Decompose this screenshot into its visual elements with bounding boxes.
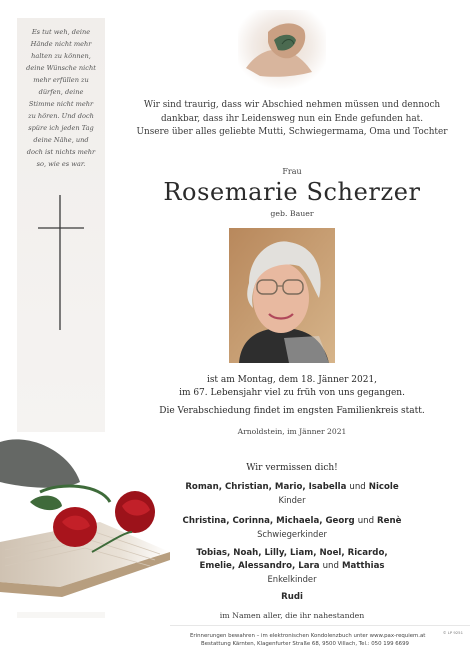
poem-line: deine Wünsche nicht: [26, 64, 96, 72]
in-law-label: Schwiegerkinder: [257, 529, 327, 539]
poem-line: spüre ich jeden Tag: [28, 124, 94, 132]
grandchildren-list: Emelie, Alessandro, Lara: [199, 561, 320, 571]
und-word: und: [349, 482, 366, 492]
rudi-name: Rudi: [281, 592, 303, 602]
maiden-name: geb. Bauer: [270, 209, 314, 218]
farewell-text: Die Verabschiedung findet im engsten Familienkreis statt.: [159, 406, 425, 416]
poem-line: Stimme nicht mehr: [28, 100, 94, 108]
poem-line: doch ist nichts mehr: [26, 148, 96, 156]
in-law-list: Christina, Corinna, Michaela, Georg: [182, 516, 355, 526]
hands-image: [238, 10, 326, 90]
poem-line: dürfen, deine: [38, 88, 84, 96]
poem: [18, 26, 104, 170]
behalf-text: im Namen aller, die ihr nahestanden: [219, 611, 365, 620]
deceased-name: Rosemarie Scherzer: [163, 178, 421, 206]
intro-line: Wir sind traurig, dass wir Abschied nehmen müssen und dennoch: [143, 100, 441, 110]
in-law-names: [110, 516, 474, 526]
poem-line: mehr erfüllen zu: [33, 76, 89, 84]
children-names: [110, 482, 474, 492]
salutation: Frau: [282, 167, 302, 176]
grandchildren-names-line2: [110, 561, 474, 571]
poem-line: zu hören. Und doch: [28, 112, 94, 120]
poem-line: so, wie es war.: [36, 160, 86, 168]
place-date: Arnoldstein, im Jänner 2021: [237, 427, 347, 436]
und-word: und: [357, 516, 375, 526]
children-last: Nicole: [368, 482, 399, 492]
death-line: im 67. Lebensjahr viel zu früh von uns gegangen.: [179, 388, 405, 398]
footer-line-1: Erinnerungen bewahren – im elektronischen Kondolenzbuch unter www.pax-requiem.at: [190, 633, 426, 639]
poem-line: Es tut weh, deine: [31, 28, 91, 36]
intro-line: dankbar, dass ihr Leidensweg nun ein Ende gefunden hat.: [160, 113, 424, 124]
death-line: ist am Montag, dem 18. Jänner 2021,: [206, 375, 378, 385]
cross-icon: [38, 195, 86, 330]
footer-line-2: Bestattung Kärnten, Klagenfurter Straße 68, 9500 Villach, Tel.: 050 199 6699: [201, 641, 409, 647]
poem-line: deine Nähe, und: [33, 136, 89, 144]
footer-divider: [170, 625, 470, 626]
grandchildren-last: Matthias: [341, 561, 385, 571]
document-code: © LP 9251: [442, 630, 463, 635]
intro-text: [110, 99, 474, 140]
poem-line: halten zu können,: [31, 52, 91, 60]
intro-line: Unsere über alles geliebte Mutti, Schwiegermama, Oma und Tochter: [136, 127, 448, 137]
in-law-last: Renè: [377, 516, 402, 526]
mourners-title: Wir vermissen dich!: [246, 463, 338, 473]
poem-line: Hände nicht mehr: [30, 40, 92, 48]
grandchildren-names-line1: Tobias, Noah, Lilly, Liam, Noel, Ricardo,: [196, 548, 388, 558]
grandchildren-label: Enkelkinder: [267, 574, 317, 584]
children-list: Roman, Christian, Mario, Isabella: [185, 482, 347, 492]
und-word: und: [322, 561, 339, 571]
death-notice: [110, 374, 474, 400]
children-label: Kinder: [278, 495, 306, 505]
portrait-photo: [229, 228, 335, 363]
